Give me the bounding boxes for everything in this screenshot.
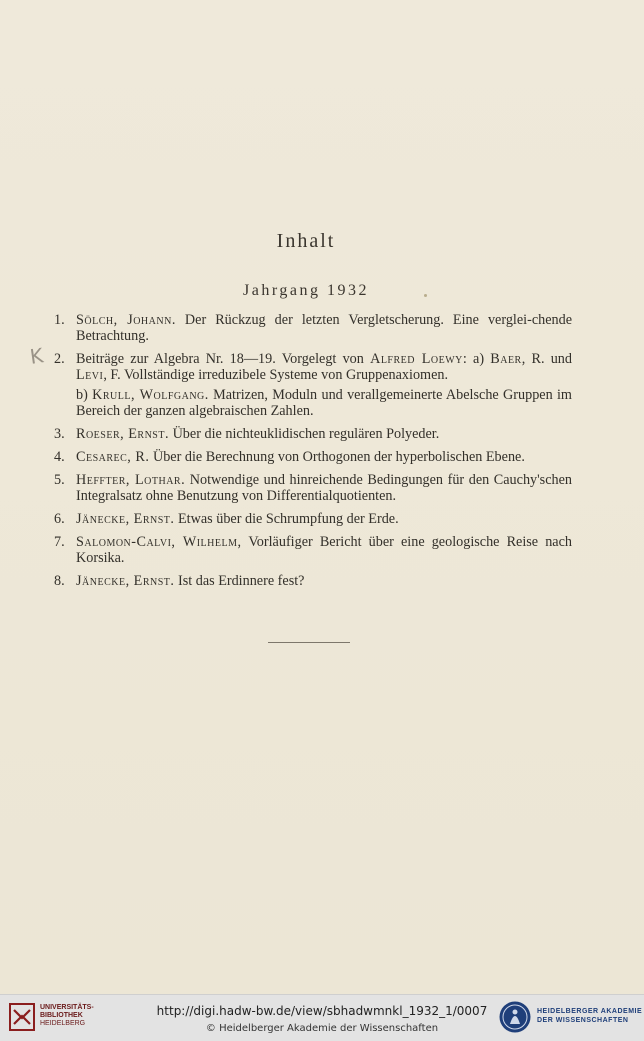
page-subtitle: Jahrgang 1932 (243, 282, 369, 299)
entry-title: Etwas über die Schrumpfung der Erde. (174, 511, 399, 527)
toc-entry-8 (48, 573, 572, 589)
entry-title: Über die Berechnung von Orthogonen der hyperbolischen Ebene. (149, 449, 525, 465)
entry-author: Levi (76, 367, 104, 383)
entry-title: Über die nichteuklidischen regulären Polyeder. (169, 426, 440, 442)
entry-number: 2. (54, 351, 65, 367)
toc-entry-2 (48, 351, 572, 419)
margin-pencil-mark: K (28, 343, 45, 369)
toc-entry-6 (48, 511, 572, 527)
copyright-notice: © Heidelberger Akademie der Wissenschaften (205, 1023, 439, 1034)
sub-entry-label: b) (76, 387, 93, 403)
viewer-footer (0, 994, 644, 1041)
university-library-name: UNIVERSITÄTS- BIBLIOTHEK HEIDELBERG (40, 1004, 94, 1027)
entry-title: Vorläufiger Bericht über eine geologische Reise nach Korsika. (76, 534, 572, 566)
academy-seal-icon (498, 1000, 532, 1034)
entry-title: Notwendige und hinreichende Bedingungen für den Cauchy'schen Integralsatz ohne Benutzung von Differentialquotienten. (76, 472, 572, 504)
table-of-contents (48, 312, 572, 596)
entry-title: Matrizen, Moduln und verallgemeinerte Abelsche Gruppen im Bereich der ganzen algebraischen Zahlen. (76, 387, 572, 419)
entry-number: 3. (54, 426, 65, 442)
entry-number: 7. (54, 534, 65, 550)
entry-number: 4. (54, 449, 65, 465)
page-title: Inhalt (276, 230, 336, 252)
entry-number: 8. (54, 573, 65, 589)
entry-author: Salomon-Calvi, Wilhelm, (76, 534, 242, 550)
entry-author: Heffter, Lothar. (76, 472, 186, 488)
toc-entry-4 (48, 449, 572, 465)
entry-author: Alfred Loewy (370, 351, 463, 367)
entry-author: Sölch, Johann. (76, 312, 176, 328)
entry-text: , R. und (521, 351, 572, 367)
entry-number: 1. (54, 312, 65, 328)
entry-author: Krull, Wolfgang. (92, 387, 209, 403)
entry-author: Cesarec, R. (76, 449, 150, 465)
entry-number: 5. (54, 472, 65, 488)
toc-entry-5 (48, 472, 572, 504)
entry-title: Beiträge zur Algebra Nr. 18—19. Vorgelegt von (76, 351, 371, 367)
toc-entry-3 (48, 426, 572, 442)
entry-author: Baer (490, 351, 522, 367)
entry-author: Jänecke, Ernst. (76, 511, 175, 527)
toc-entry-7 (48, 534, 572, 566)
entry-text: : a) (462, 351, 491, 367)
section-divider (268, 642, 350, 643)
permalink-url[interactable]: http://digi.hadw-bw.de/view/sbhadwmnkl_1932_1/0007 (156, 1004, 488, 1018)
academy-name: HEIDELBERGER AKADEMIE DER WISSENSCHAFTEN (537, 1008, 643, 1024)
entry-number: 6. (54, 511, 65, 527)
entry-text: , F. Vollständige irreduzibele Systeme von Gruppenaxiomen. (103, 367, 449, 383)
entry-author: Jänecke, Ernst. (76, 573, 175, 589)
paper-speck (424, 294, 427, 297)
entry-title: Der Rückzug der letzten Vergletscherung. Eine verglei-chende Betrachtung. (76, 312, 572, 344)
toc-entry-1 (48, 312, 572, 344)
entry-author: Roeser, Ernst. (76, 426, 170, 442)
entry-title: Ist das Erdinnere fest? (174, 573, 305, 589)
